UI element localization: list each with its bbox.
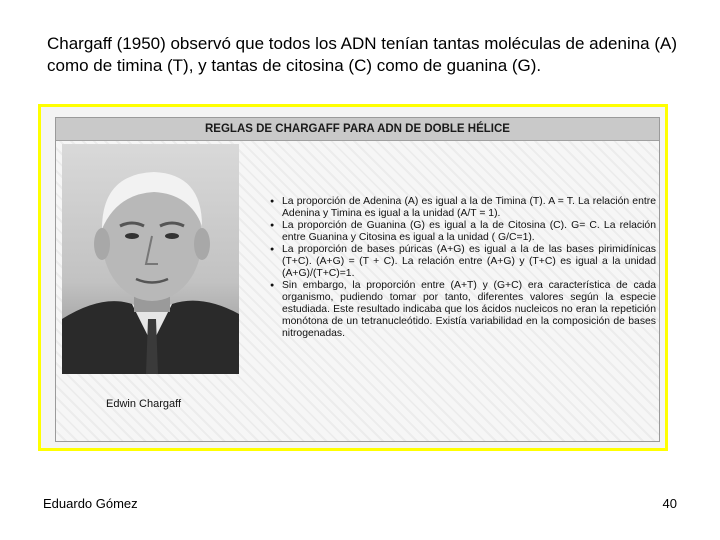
footer-author: Eduardo Gómez — [43, 496, 138, 511]
panel-title: REGLAS DE CHARGAFF PARA ADN DE DOBLE HÉLICE — [56, 118, 659, 141]
rules-list — [270, 196, 656, 340]
figure-frame — [38, 104, 668, 451]
page-number: 40 — [662, 496, 677, 511]
photo-caption: Edwin Chargaff — [106, 398, 182, 410]
rule-item: ● La proporción de bases púricas (A+G) es igual a la de las bases pirimidínicas (T+C). (A+G) = (T + C). La relación entre (A+G) y (T+C) es igual a la unidad (A+G)/(T+C)=1. — [270, 244, 656, 280]
rule-item: ● Sin embargo, la proporción entre (A+T) y (G+C) era característica de cada organismo, pudiendo tomar por tanto, diferentes valores según la especie estudiada. Este resultado indicaba que los ácidos nucleicos no eran la repetición monótona de un tetranucleótido. Existía variabilidad en la composición de bases nitrogenadas. — [270, 280, 656, 340]
chargaff-portrait — [62, 144, 239, 374]
rule-item: ● La proporción de Adenina (A) es igual a la de Timina (T). A = T. La relación entre Adenina y Timina es igual a la unidad (A/T = 1). — [270, 196, 656, 220]
rule-item: ● La proporción de Guanina (G) es igual a la de Citosina (C). G= C. La relación entre Guanina y Citosina es igual a la unidad ( G/C=1). — [270, 220, 656, 244]
chargaff-rules-panel — [55, 117, 660, 442]
intro-paragraph: Chargaff (1950) observó que todos los ADN tenían tantas moléculas de adenina (A) como de timina (T), y tantas de citosina (C) como de guanina (G). — [47, 34, 678, 75]
